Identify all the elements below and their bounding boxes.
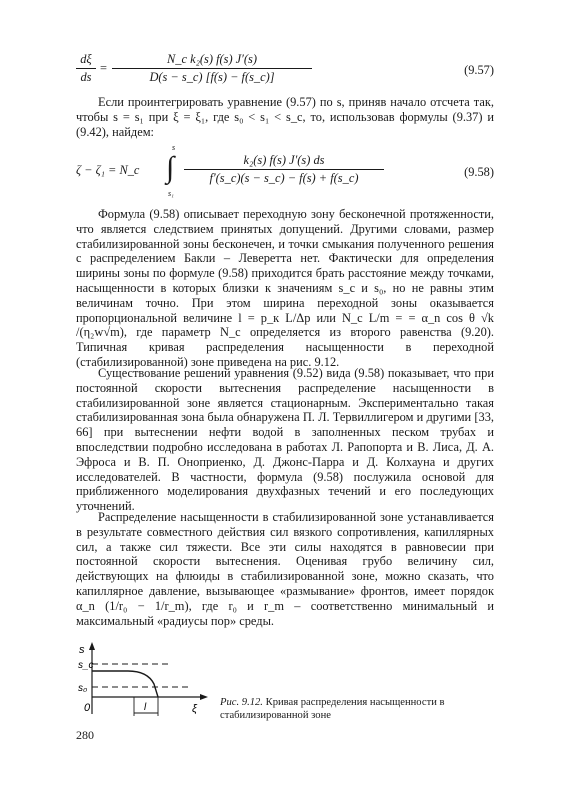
label-l: l (144, 702, 147, 713)
paragraph-2: Формула (9.58) описывает переходную зону бесконечной протяженности, что является следствием принятых допущений. Другими словами, размер стабилизированной зоны бесконечен, и точки смыкания полученного решения с распределением Бакли – Леверетта нет. Фактически для определения ширины зоны по формуле (9.58) приходится брать расстояние между точками, насыщенности в которых близки к значениям s_c и s₀, но не равны этим величинам точно. При этом ширина переходной зоны оказывается пропорциональной величине l = p_к L/Δp или N_c L/m = = α_n cos θ √k /(η₂w√m), где параметр N_c определяется из второго равенства (9.20). Типичная кривая распределения насыщенности в переходной (стабилизированной) зоне приведена на рис. 9.12. (76, 207, 494, 369)
eq958-lhs: ζ − ζ₁ = N_c (76, 163, 140, 177)
eq957-denominator: D(s − s_c) [f(s) − f(s_c)] (112, 68, 312, 85)
eq957-number: (9.57) (464, 63, 494, 77)
paragraph-4: Распределение насыщенности в стабилизированной зоне устанавливается в результате совместного действия сил вязкого сопротивления, капиллярных сил, а также сил тяжести. Все эти силы находятся в равновесии при постоянной скорости вытеснения. Оценивая грубо величину сил, действующих на флюиды в стабилизированной зоне, можно сказать, что капиллярное давление, вызывающее «размывание» фронтов, имеет порядок α_n (1/r₀ − 1/r_m), где r₀ и r_m – соответственно минимальный и максимальный «радиусы пор» среды. (76, 510, 494, 628)
eq958-upper-limit: s (172, 143, 176, 152)
figure-9-12 (76, 640, 216, 722)
eq958-numerator: k₂(s) f(s) J′(s) ds (243, 153, 325, 167)
paragraph-1: Если проинтегрировать уравнение (9.57) по s, приняв начало отсчета так, чтобы s = s₁ при ξ = ξ₁, где s₀ < s₁ < s_c, то, использовав формулы (9.37) и (9.42), найдем: (76, 95, 494, 139)
eq957-lhs-fraction (76, 52, 96, 85)
page-number: 280 (76, 728, 94, 742)
eq957-lhs-denominator: ds (76, 68, 96, 85)
axis-y-label: s (79, 644, 85, 656)
eq958-number: (9.58) (464, 165, 494, 179)
label-s0: s₀ (78, 683, 88, 694)
eq958-fraction (184, 153, 384, 186)
eq957-numerator: N_c k₂(s) f(s) J′(s) (167, 52, 257, 66)
eq958-denominator: f′(s_c)(s − s_c) − f(s) + f(s_c) (184, 169, 384, 186)
paragraph-3: Существование решений уравнения (9.52) вида (9.58) показывает, что при постоянной скорости вытеснения распределение насыщенности в стабилизированной зоне является стационарным. Экспериментально такая стабилизированная зона была обнаружена П. Л. Тервиллигером и другими [33, 66] при вытеснении нефти водой в заполненных песком трубах и впоследствии подробно исследована в работах Л. Рапопорта и В. Лиса, Д. А. Эфроса и В. П. Оноприенко, Д. Джонс-Парра и Д. Колхауна и других исследователей. В частности, формула (9.58) послужила основой для приближенного моделирования двухфазных течений и его последующих уточнений. (76, 366, 494, 514)
axis-x-label: ξ (192, 703, 197, 715)
label-origin: 0 (84, 702, 91, 714)
eq958-lower-limit: s₁ (168, 189, 174, 198)
x-axis-arrow (200, 694, 208, 700)
label-sc: s_c (78, 660, 94, 671)
integral-sign: ∫ (166, 151, 175, 184)
figure-caption (220, 697, 496, 722)
eq957-rhs-fraction (112, 52, 312, 85)
equation-9-57: $\frac{d\xi}{ds}$ = $\frac{\text{N\_c k₂(s) f(s) J′(s)}}{D(s - s\_c) [f(s) - f(s\_c)]}$ (9.57) (76, 52, 494, 92)
y-axis-arrow (89, 642, 95, 650)
equation-9-58 (76, 143, 494, 201)
eq957-lhs-numerator: dξ (80, 52, 92, 66)
saturation-curve (92, 671, 158, 697)
caption-text: Кривая распределения насыщенности в стабилизированной зоне (220, 697, 445, 721)
caption-label: Рис. 9.12. (220, 697, 263, 708)
